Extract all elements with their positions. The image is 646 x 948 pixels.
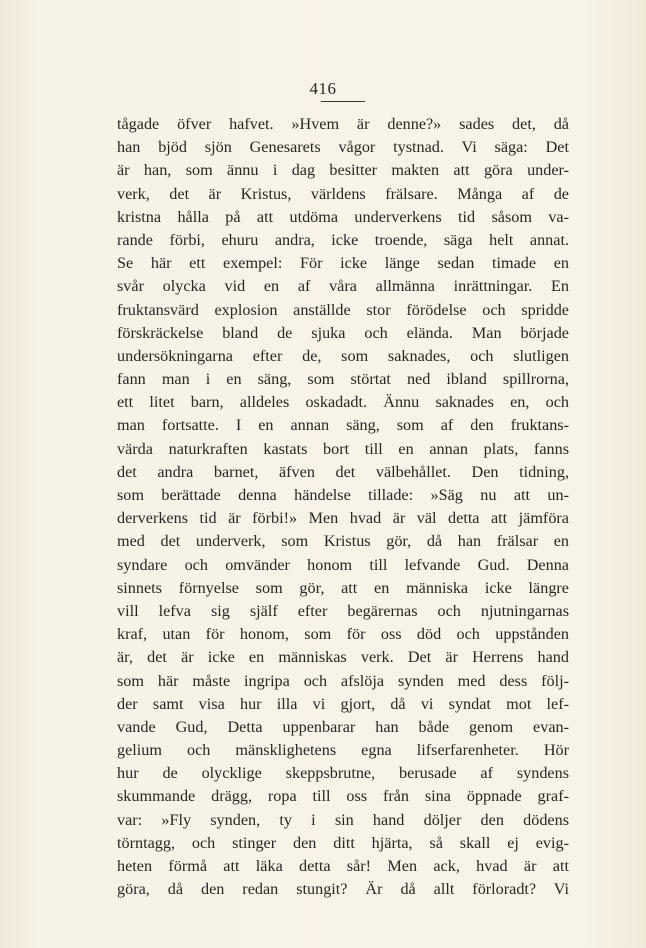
text-line: kraf, utan för honom, som för oss död och uppstånden [117, 625, 569, 644]
text-line: hur de olycklige skeppsbrutne, berusade af syndens [117, 764, 569, 783]
text-line: förskräckelse bland de sjuka och elända. Man började [117, 323, 569, 342]
text-line: var: »Fly synden, ty i sin hand döljer den dödens [117, 810, 569, 829]
body-text [117, 113, 569, 901]
text-line: vande Gud, Detta uppenbarar han både genom evan- [117, 717, 569, 736]
text-line: sinnets förnyelse som gör, att en människa icke längre [117, 578, 569, 597]
text-line: som berättade denna händelse tillade: »Säg nu att un- [117, 486, 569, 504]
text-line: som här måste ingripa och afslöja synden med dess följ- [117, 671, 569, 690]
text-line: han bjöd sjön Genesarets vågor tystnad. Vi säga: Det [117, 138, 569, 157]
text-line: är, det är icke en människas verk. Det är Herrens hand [117, 648, 569, 667]
text-line: svår olycka vid en af våra allmänna inrättningar. En [117, 277, 569, 296]
text-line: skummande drägg, ropa till oss från sina öppnade graf- [117, 787, 569, 806]
text-line: värda naturkraften kastats bort till en annan plats, fanns [117, 439, 569, 458]
page-number-rule [321, 101, 365, 102]
text-line: verk, det är Kristus, världens frälsare. Många af de [117, 184, 569, 203]
text-line: heten förmå att läka detta sår! Men ack, hvad är att [117, 857, 569, 875]
text-line: är han, som ännu i dag besitter makten att göra under- [117, 161, 569, 180]
text-line: ett litet barn, alldeles oskadadt. Ännu saknades en, och [117, 393, 569, 412]
text-line: det andra barnet, äfven det välbehållet. Den tidning, [117, 462, 569, 481]
text-line: med det underverk, som Kristus gör, då han frälsar en [117, 532, 569, 551]
text-line: Se här ett exempel: För icke länge sedan timade en [117, 254, 569, 273]
text-line: tågade öfver hafvet. »Hvem är denne?» sades det, då [117, 115, 569, 133]
text-line: fruktansvärd explosion anställde stor förödelse och spridde [117, 300, 569, 319]
text-line: gelium och mänsklighetens egna lifserfarenheter. Hör [117, 741, 569, 760]
text-line: der samt visa hur illa vi gjort, då vi syndat mot lef- [117, 694, 569, 713]
text-line: vill lefva sig själf efter begärernas och njutningarnas [117, 601, 569, 620]
text-line: törntagg, och stinger den ditt hjärta, så skall ej evig- [117, 833, 569, 852]
text-line: derverkens tid är förbi!» Men hvad är väl detta att jämföra [117, 509, 569, 528]
text-line: undersökningarna efter de, som saknades, och slutligen [117, 346, 569, 365]
text-line: kristna hålla på att utdöma underverkens tid såsom va- [117, 207, 569, 226]
text-line: syndare och omvänder honom till lefvande Gud. Denna [117, 555, 569, 574]
text-line: fann man i en säng, som störtat ned ibland spillrorna, [117, 370, 569, 389]
page-number: 416 [309, 79, 337, 98]
text-line: man fortsatte. I en annan säng, som af den fruktans- [117, 416, 569, 435]
text-line: göra, då den redan stungit? Är då allt förloradt? Vi [117, 880, 569, 899]
text-line: rande förbi, ehuru andra, icke troende, säga helt annat. [117, 230, 569, 249]
